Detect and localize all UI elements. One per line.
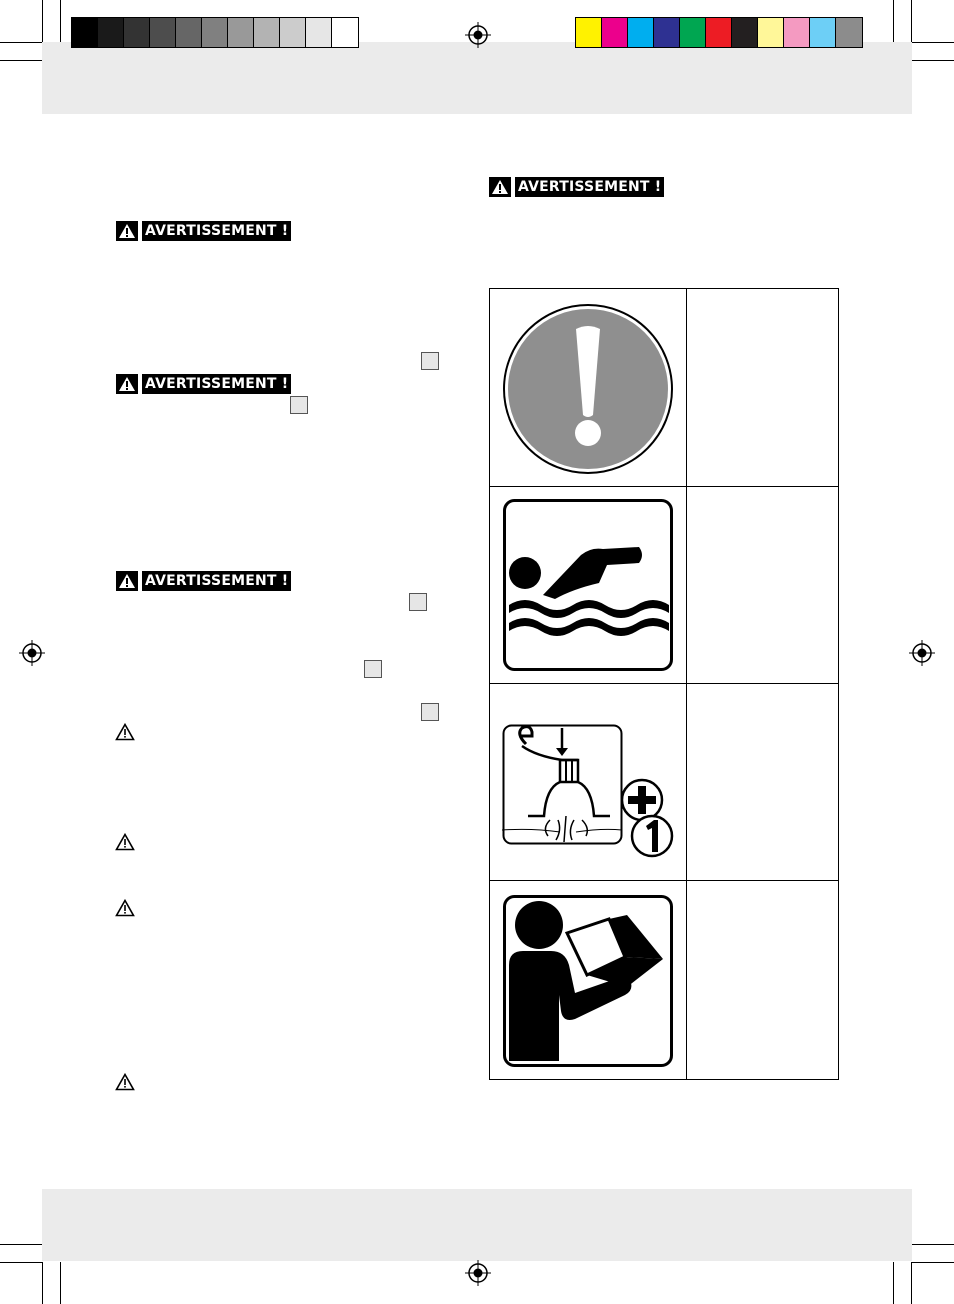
symbol-icon-cell [490,684,687,881]
warning-text: AVERTISSEMENT ! [142,221,291,241]
color-swatch [124,18,150,47]
read-manual-icon [503,895,673,1067]
crop-mark [0,42,42,43]
crop-mark [60,0,61,42]
symbol-description [687,487,838,684]
warning-triangle-icon [116,374,138,394]
color-swatch [280,18,306,47]
crop-mark [893,0,894,42]
symbol-description [687,684,838,881]
crop-mark [912,60,954,61]
first-aid-hydrant-icon [502,724,678,859]
warning-text: AVERTISSEMENT ! [142,374,291,394]
figure-reference-box [409,593,427,611]
color-swatch [72,18,98,47]
color-swatch [706,18,732,47]
color-swatch [680,18,706,47]
color-swatch [306,18,332,47]
symbol-row [490,289,838,486]
color-swatch [202,18,228,47]
registration-mark-icon [465,22,491,48]
color-swatch [150,18,176,47]
warning-label [489,177,664,197]
crop-mark [912,1244,954,1245]
warning-triangle-icon [489,177,511,197]
crop-mark [0,1244,42,1245]
caution-triangle-icon [115,833,135,851]
crop-mark [912,1262,954,1263]
grayscale-swatch-strip [71,17,359,48]
crop-mark [911,0,912,42]
warning-label [116,374,291,394]
color-swatch [602,18,628,47]
exclamation-circle-icon [502,303,674,475]
registration-mark-icon [19,640,45,666]
figure-reference-box [421,703,439,721]
symbol-description [687,881,838,1080]
color-swatch [758,18,784,47]
process-color-swatch-strip [575,17,863,48]
symbol-row [490,880,838,1080]
color-swatch [810,18,836,47]
symbol-icon-cell [490,487,687,684]
color-swatch [576,18,602,47]
color-swatch [254,18,280,47]
symbol-row [490,683,838,881]
caution-triangle-icon [115,899,135,917]
warning-triangle-icon [116,221,138,241]
warning-label [116,221,291,241]
bottom-band [42,1189,912,1261]
color-swatch [98,18,124,47]
color-swatch [732,18,758,47]
caution-triangle-icon [115,723,135,741]
warning-triangle-icon [116,571,138,591]
warning-label [116,571,291,591]
crop-mark [0,1262,42,1263]
color-swatch [332,18,358,47]
symbol-row [490,486,838,684]
figure-reference-box [364,660,382,678]
registration-mark-icon [465,1260,491,1286]
caution-triangle-icon [115,1073,135,1091]
figure-reference-box [290,396,308,414]
color-swatch [836,18,862,47]
symbol-table [489,288,839,1080]
color-swatch [176,18,202,47]
crop-mark [60,1262,61,1304]
color-swatch [654,18,680,47]
warning-text: AVERTISSEMENT ! [515,177,664,197]
top-band [42,42,912,114]
crop-mark [911,1262,912,1304]
crop-mark [0,60,42,61]
crop-mark [912,42,954,43]
crop-mark [42,1262,43,1304]
color-swatch [228,18,254,47]
symbol-icon-cell [490,881,687,1080]
color-swatch [628,18,654,47]
swimmer-icon [503,499,673,671]
crop-mark [42,0,43,42]
crop-mark [893,1262,894,1304]
symbol-description [687,289,838,486]
symbol-icon-cell [490,289,687,486]
warning-text: AVERTISSEMENT ! [142,571,291,591]
color-swatch [784,18,810,47]
figure-reference-box [421,352,439,370]
registration-mark-icon [909,640,935,666]
